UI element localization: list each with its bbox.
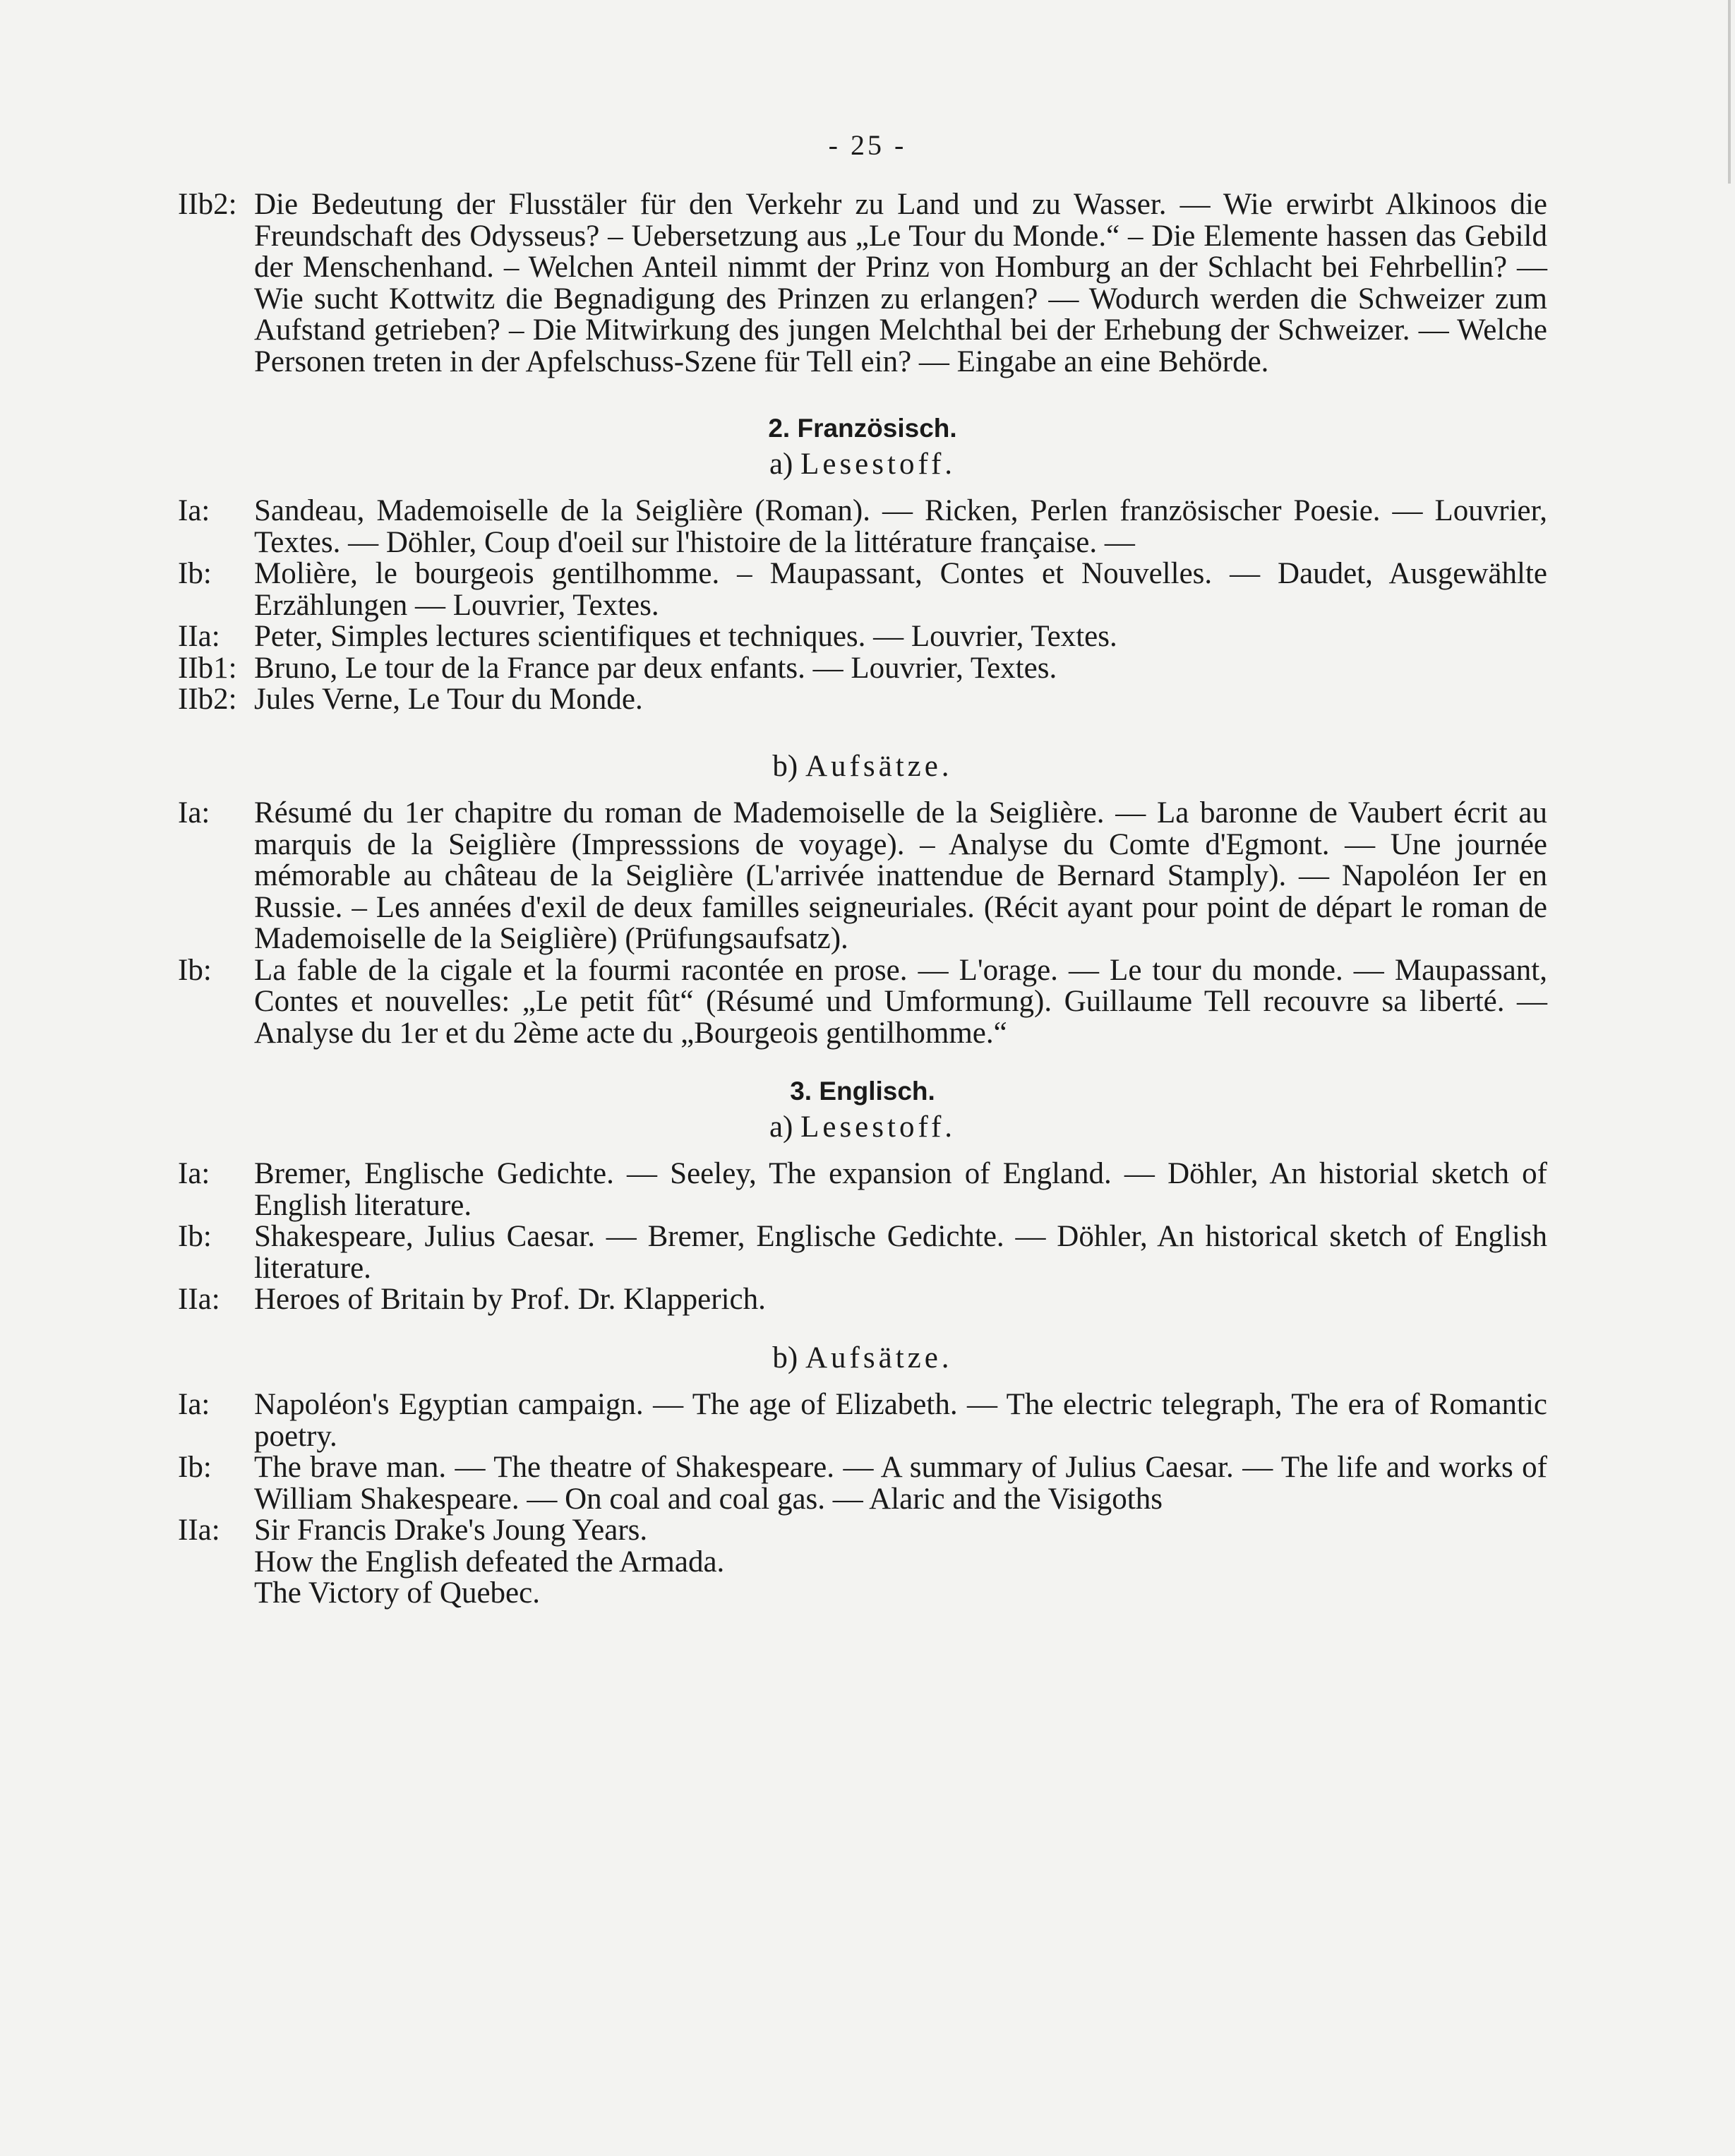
section-heading-english: 3. Englisch. [790, 1077, 935, 1106]
subheading-english-lesestoff [178, 1112, 1547, 1144]
entry-text: The brave man. — The theatre of Shakespeare. — A summary of Julius Caesar. — The life and works of William Shakespeare. — On coal and coal gas. — Alaric and the Visigoths [254, 1451, 1547, 1516]
entry-line: The Victory of Quebec. [254, 1576, 540, 1610]
entry-label: Ib: [178, 953, 212, 987]
english-aufsaetze-list [178, 1389, 1547, 1515]
entry-label: Ib: [178, 557, 212, 590]
entry-text: Die Bedeutung der Flusstäler für den Verkehr zu Land und zu Wasser. — Wie erwirbt Alkinoos die Freundschaft des Odysseus? – Uebersetzung aus „Le Tour du Monde.“ – Die Elemente hassen das Gebild der Menschenhand. – Welchen Anteil nimmt der Prinz von Homburg an der Schlacht bei Fehrbellin? — Wie sucht Kottwitz die Begnadigung des Prinzen zu erlangen? — Wodurch werden die Schweizer zum Aufstand getrieben? – Die Mitwirkung des jungen Melchthal bei der Erhebung der Schweizer. — Welche Personen treten in der Apfelschuss-Szene für Tell ein? — Eingabe an eine Behörde. [254, 188, 1547, 378]
subheading-prefix: a) [769, 447, 793, 481]
subheading-english-aufsaetze [178, 1343, 1547, 1375]
page-content [178, 189, 1547, 1610]
subheading-prefix: b) [772, 749, 798, 783]
entry-text: Heroes of Britain by Prof. Dr. Klapperich. [254, 1283, 766, 1316]
entry-text [254, 1515, 1547, 1610]
list-entry [178, 1158, 1547, 1221]
entry-label: IIa: [178, 1514, 220, 1547]
entry-label: IIb2: [178, 188, 237, 221]
page-number: - 25 - [828, 129, 907, 161]
list-entry [178, 955, 1547, 1050]
french-aufsaetze-list [178, 798, 1547, 1049]
entry-text: Sandeau, Mademoiselle de la Seiglière (Roman). — Ricken, Perlen französischer Poesie. — Louvrier, Textes. — Döhler, Coup d'oeil sur l'histoire de la littérature française. — [254, 494, 1547, 559]
subheading-title: Aufsätze. [805, 749, 953, 783]
english-lesestoff-list [178, 1158, 1547, 1316]
entry-text: Bremer, Englische Gedichte. — Seeley, The expansion of England. — Döhler, An historial sketch of English literature. [254, 1157, 1547, 1222]
section-heading-french: 2. Französisch. [768, 414, 957, 443]
entry-text: Peter, Simples lectures scientifiques et techniques. — Louvrier, Textes. [254, 620, 1117, 653]
list-entry [178, 1221, 1547, 1284]
subheading-title: Lesestoff. [800, 1110, 956, 1144]
entry-label: IIb2: [178, 683, 237, 716]
list-entry [178, 1389, 1547, 1452]
french-lesestoff-list [178, 496, 1547, 716]
subheading-french-aufsaetze [178, 751, 1547, 783]
entry-label: IIb1: [178, 651, 237, 685]
entry-label: Ib: [178, 1451, 212, 1484]
subheading-title: Aufsätze. [805, 1341, 953, 1375]
entry-label: Ia: [178, 494, 210, 527]
entry-label: Ia: [178, 796, 210, 830]
entry-text: Jules Verne, Le Tour du Monde. [254, 683, 643, 716]
entry-label: IIa: [178, 620, 220, 653]
entry-text: La fable de la cigale et la fourmi racontée en prose. — L'orage. — Le tour du monde. — Maupassant, Contes et nouvelles: „Le petit fût“ (Résumé und Umformung). Guillaume Tell recouvre sa liberté. — Analyse du 1er et du 2ème acte du „Bourgeois gentilhomme.“ [254, 953, 1547, 1050]
intro-entry [178, 189, 1547, 378]
list-entry [178, 496, 1547, 558]
entry-text: Shakespeare, Julius Caesar. — Bremer, Englische Gedichte. — Döhler, An historical sketch of English literature. [254, 1220, 1547, 1285]
list-entry [178, 1452, 1547, 1515]
list-entry [178, 684, 1547, 716]
entry-label: IIa: [178, 1283, 220, 1316]
entry-text: Molière, le bourgeois gentilhomme. – Maupassant, Contes et Nouvelles. — Daudet, Ausgewählte Erzählungen — Louvrier, Textes. [254, 557, 1547, 622]
entry-line: Sir Francis Drake's Joung Years. [254, 1514, 648, 1547]
subheading-french-lesestoff [178, 449, 1547, 481]
list-entry [178, 621, 1547, 653]
subheading-title: Lesestoff. [800, 447, 956, 481]
entry-text: Résumé du 1er chapitre du roman de Mademoiselle de la Seiglière. — La baronne de Vaubert écrit au marquis de la Seiglière (Impresssions de voyage). – Analyse du Comte d'Egmont. — Une journée mémorable au château de la Seiglière (L'arrivée inattendue de Bernard Stamply). — Napoléon Ier en Russie. – Les années d'exil de deux familles seigneuriales. (Récit ayant pour point de départ le roman de Mademoiselle de la Seiglière) (Prüfungsaufsatz). [254, 796, 1547, 955]
subheading-prefix: b) [772, 1341, 798, 1375]
list-entry [178, 1284, 1547, 1316]
list-entry [178, 1515, 1547, 1610]
entry-line: How the English defeated the Armada. [254, 1545, 725, 1579]
list-entry [178, 558, 1547, 621]
list-entry [178, 798, 1547, 955]
entry-text: Bruno, Le tour de la France par deux enfants. — Louvrier, Textes. [254, 651, 1057, 685]
entry-label: Ia: [178, 1157, 210, 1190]
list-entry [178, 653, 1547, 685]
subheading-prefix: a) [769, 1110, 793, 1144]
entry-label: Ia: [178, 1388, 210, 1421]
entry-label: Ib: [178, 1220, 212, 1253]
entry-text: Napoléon's Egyptian campaign. — The age of Elizabeth. — The electric telegraph, The era of Romantic poetry. [254, 1388, 1547, 1453]
